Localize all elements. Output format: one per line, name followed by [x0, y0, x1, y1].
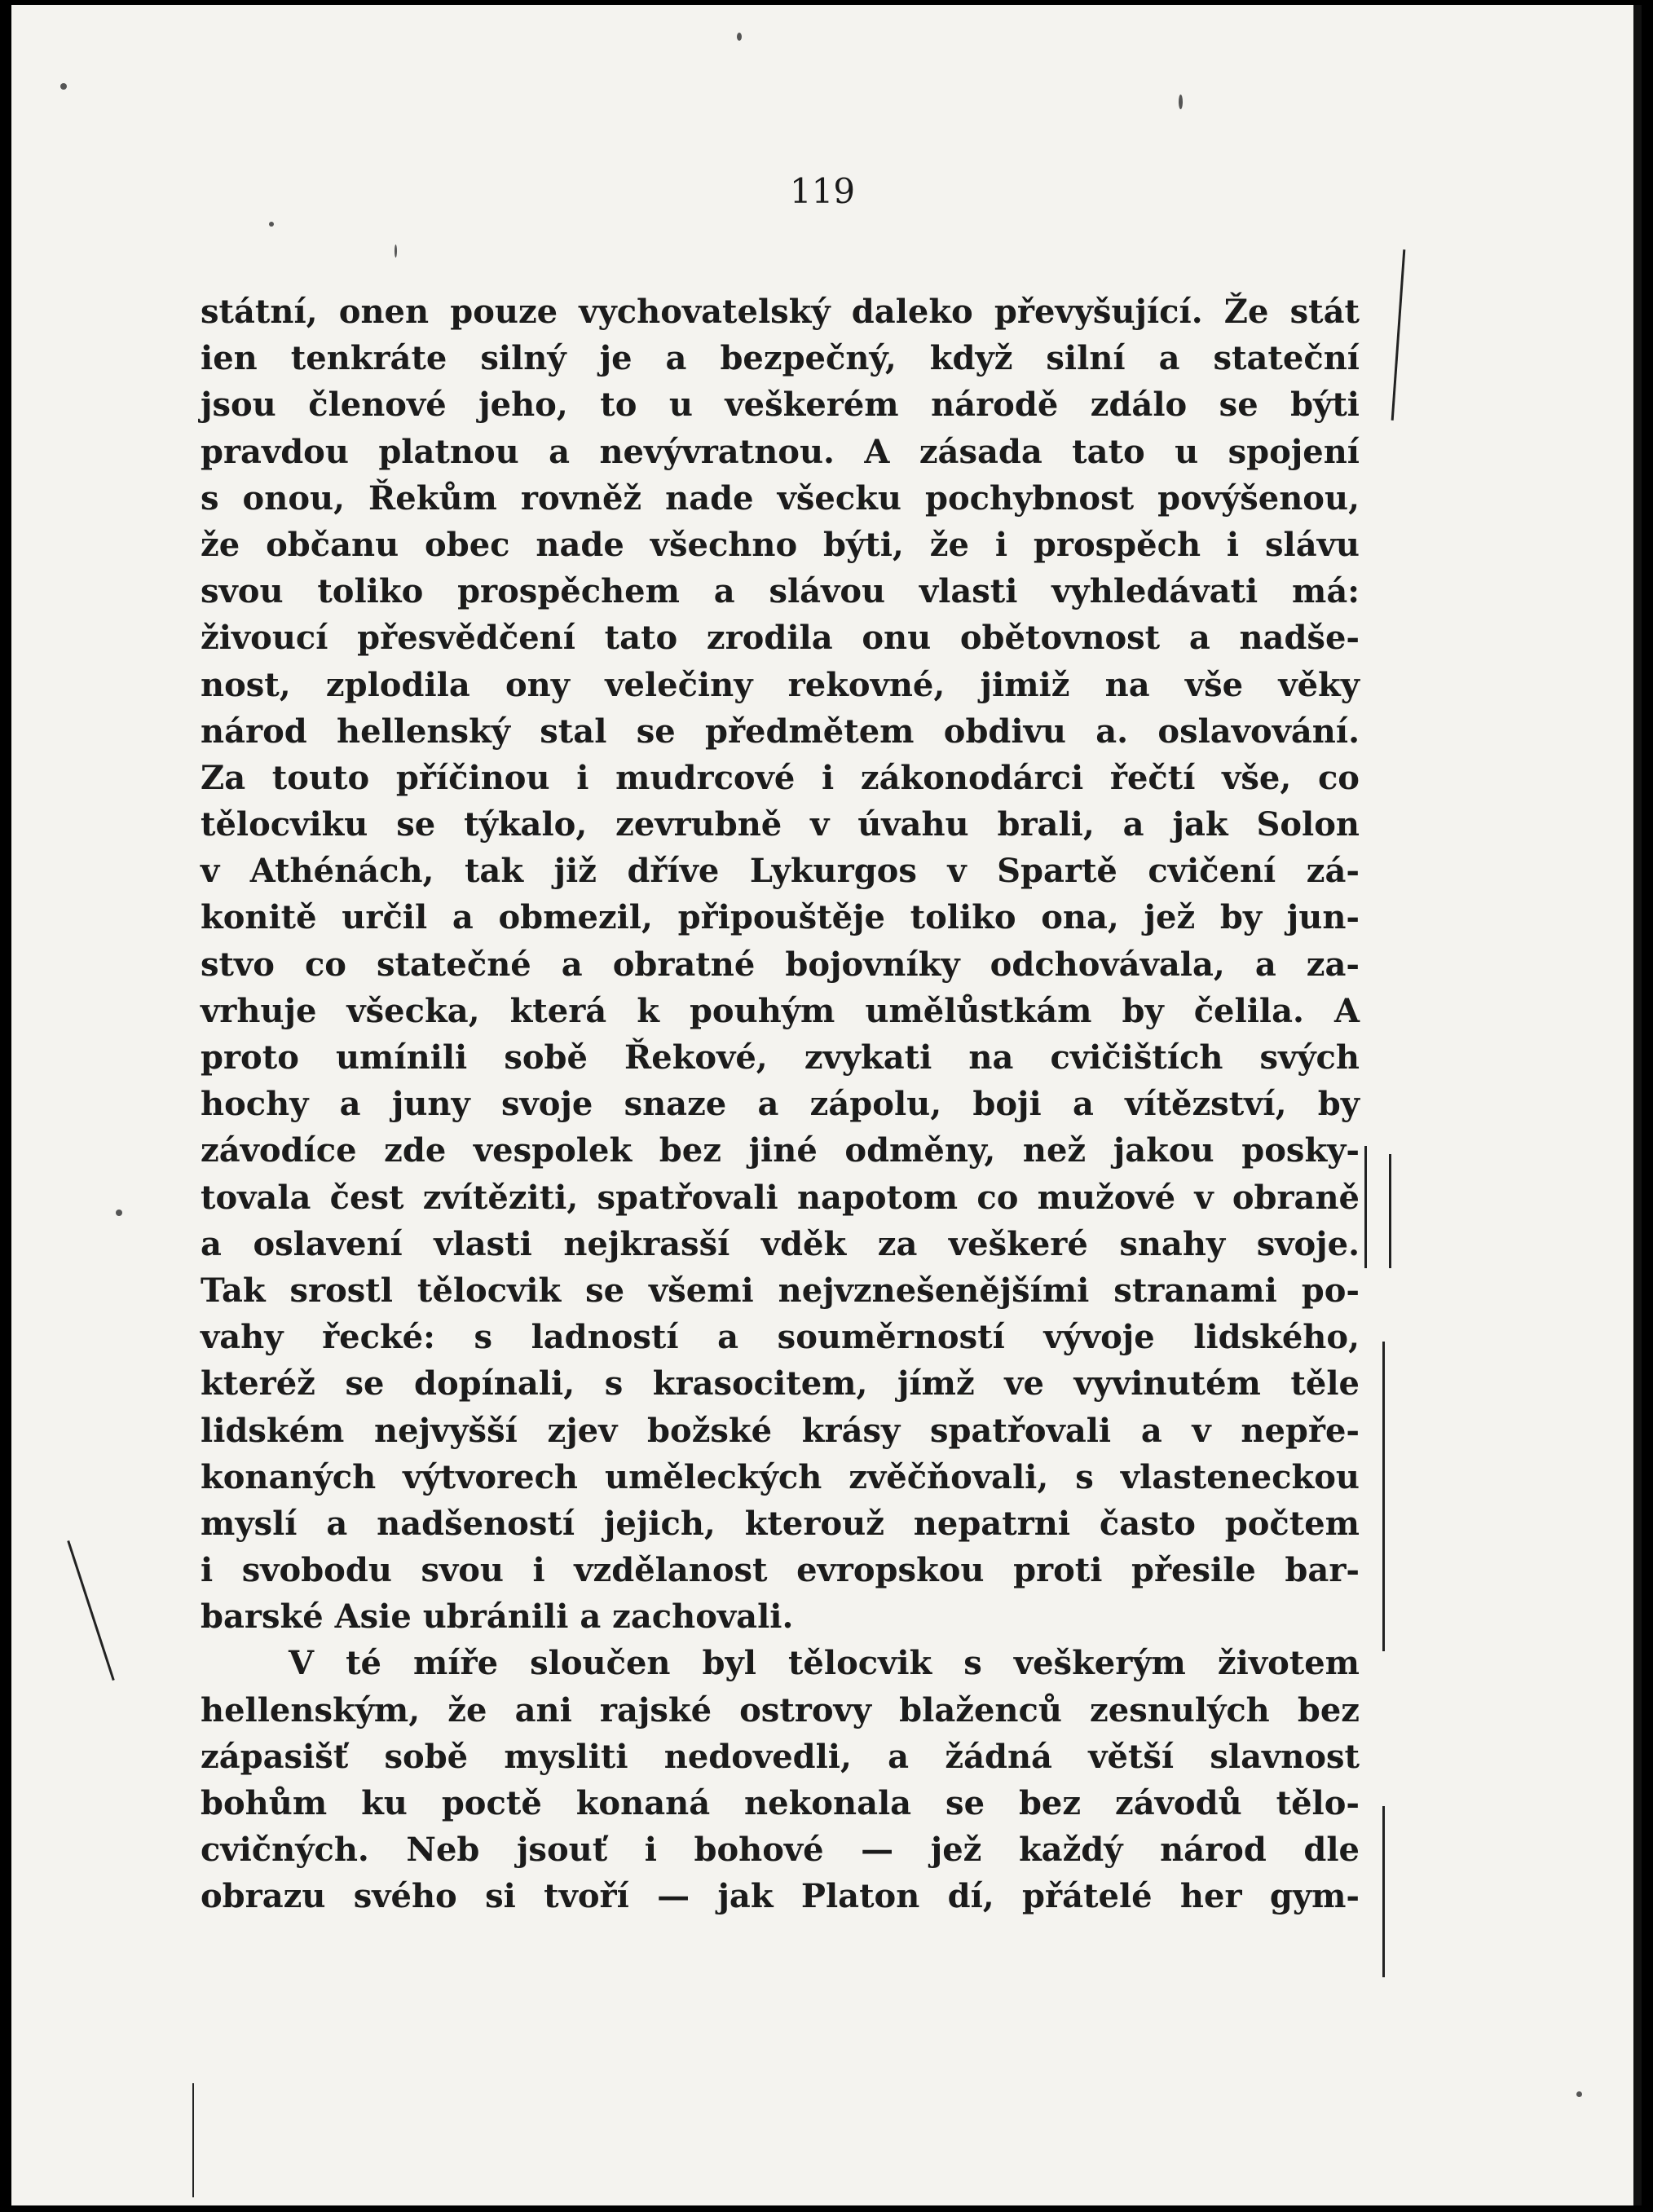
- text-line: v Athénách, tak již dříve Lykurgos v Spartě cvičení zá-: [201, 852, 1360, 891]
- paper-speck: [269, 222, 274, 227]
- text-line: bohům ku poctě konaná nekonala se bez závodů tělo-: [201, 1784, 1360, 1822]
- paragraph-end-line: barské Asie ubránili a zachovali.: [201, 1597, 794, 1637]
- text-line: kteréž se dopínali, s krasocitem, jímž ve vyvinutém těle: [201, 1364, 1360, 1403]
- text-line: národ hellenský stal se předmětem obdivu a. oslavování.: [201, 712, 1360, 751]
- paper-speck: [60, 83, 67, 90]
- text-line: svou toliko prospěchem a slávou vlasti vyhledávati má:: [201, 572, 1360, 611]
- text-line: obrazu svého si tvoří — jak Platon dí, přátelé her gym-: [201, 1877, 1360, 1916]
- paper-speck: [1576, 2091, 1582, 2097]
- paper-speck: [395, 245, 397, 258]
- text-line: pravdou platnou a nevývratnou. A zásada tato u spojení: [201, 432, 1360, 471]
- text-line: konaných výtvorech uměleckých zvěčňovali, s vlasteneckou: [201, 1457, 1360, 1496]
- book-page: [11, 5, 1642, 2205]
- margin-pencil-mark: [1382, 1806, 1385, 1977]
- text-line: hellenským, že ani rajské ostrovy blaženců zesnulých bez: [201, 1690, 1360, 1730]
- text-line: tovala čest zvítěziti, spatřovali napotom co mužové v obraně: [201, 1178, 1360, 1217]
- text-line: a oslavení vlasti nejkrasší vděk za veškeré snahy svoje.: [201, 1224, 1360, 1263]
- text-line: Tak srostl tělocvik se všemi nejvznešenějšími stranami po-: [201, 1271, 1360, 1310]
- text-line: nost, zplodila ony velečiny rekovné, jimiž na vše věky: [201, 665, 1360, 704]
- text-line: konitě určil a obmezil, připouštěje toliko ona, jež by jun-: [201, 898, 1360, 937]
- paper-speck: [1179, 95, 1183, 109]
- body-text: [201, 289, 1360, 1920]
- margin-pencil-mark: [1389, 1154, 1391, 1268]
- text-line: vahy řecké: s ladností a souměrností vývoje lidského,: [201, 1318, 1360, 1357]
- text-line: zápasišť sobě mysliti nedovedli, a žádná větší slavnost: [201, 1737, 1360, 1776]
- text-line: lidském nejvyšší zjev božské krásy spatřovali a v nepře-: [201, 1411, 1360, 1450]
- text-line: Za touto příčinou i mudrcové i zákonodárci řečtí vše, co: [201, 758, 1360, 797]
- margin-pencil-mark: [1364, 1146, 1367, 1268]
- text-line: že občanu obec nade všechno býti, že i prospěch i slávu: [201, 525, 1360, 564]
- text-line: i svobodu svou i vzdělanost evropskou proti přesile bar-: [201, 1551, 1360, 1590]
- margin-pencil-mark: [1382, 1342, 1385, 1651]
- text-line: cvičných. Neb jsouť i bohové — jež každý národ dle: [201, 1831, 1360, 1870]
- text-line: tělocviku se týkalo, zevrubně v úvahu brali, a jak Solon: [201, 805, 1360, 844]
- paragraph-start-line: V té míře sloučen byl tělocvik s veškerým životem: [289, 1644, 1360, 1683]
- text-line: myslí a nadšeností jejich, kterouž nepatrni často počtem: [201, 1504, 1360, 1543]
- margin-pencil-mark: [1391, 249, 1406, 421]
- margin-pencil-mark: [67, 1540, 114, 1681]
- text-line: ien tenkráte silný je a bezpečný, když silní a stateční: [201, 339, 1360, 378]
- text-line: závodíce zde vespolek bez jiné odměny, než jakou posky-: [201, 1131, 1360, 1170]
- text-line: stvo co statečné a obratné bojovníky odchovávala, a za-: [201, 945, 1360, 984]
- text-line: proto umínili sobě Řekové, zvykati na cvičištích svých: [201, 1038, 1360, 1077]
- text-line: hochy a juny svoje snaze a zápolu, boji a vítězství, by: [201, 1085, 1360, 1124]
- text-line: živoucí přesvědčení tato zrodila onu obětovnost a nadše-: [201, 619, 1360, 658]
- text-line: s onou, Řekům rovněž nade všecku pochybnost povýšenou,: [201, 478, 1360, 518]
- margin-pencil-mark: [192, 2083, 194, 2197]
- paper-speck: [116, 1210, 122, 1216]
- text-line: vrhuje všecka, která k pouhým umělůstkám by čelila. A: [201, 991, 1360, 1030]
- text-line: jsou členové jeho, to u veškerém národě zdálo se býti: [201, 386, 1360, 425]
- text-line: státní, onen pouze vychovatelský daleko převyšující. Že stát: [201, 293, 1360, 331]
- paper-speck: [737, 33, 742, 41]
- page-number: 119: [789, 171, 856, 211]
